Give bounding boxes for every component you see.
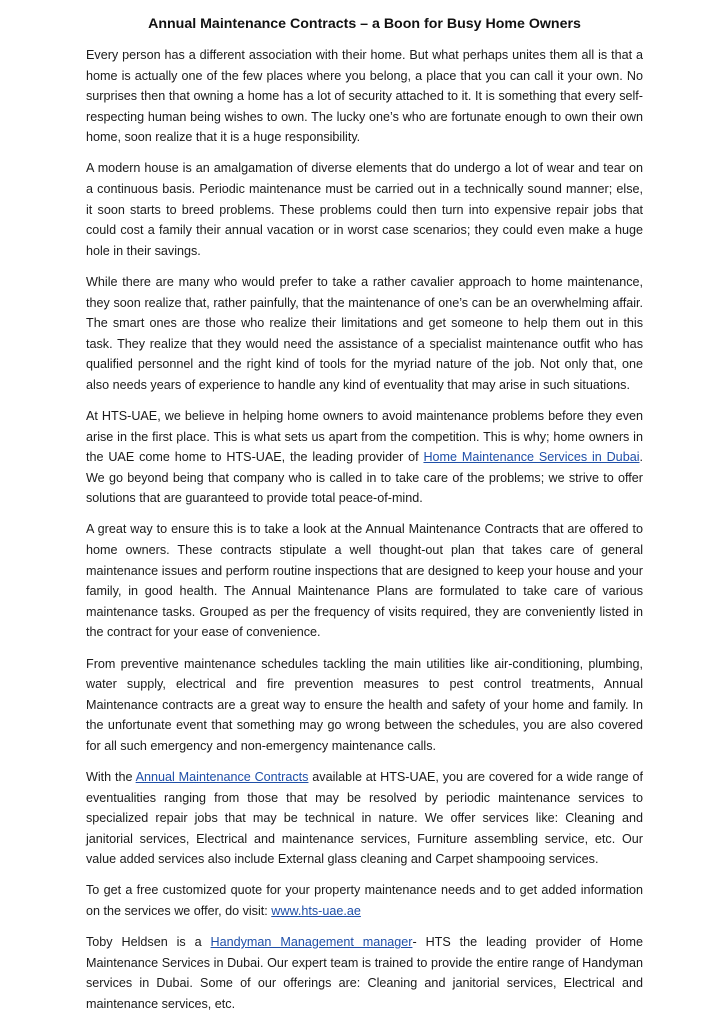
paragraph-7 xyxy=(86,767,643,870)
annual-maintenance-contracts-link[interactable]: Annual Maintenance Contracts xyxy=(135,770,309,784)
document-page xyxy=(86,14,643,1025)
paragraph-7-text-after: available at HTS-UAE, you are covered for a wide range of eventualities ranging from those that may be resolved by periodic maintenance services to specialized repair jobs that may be technical in nature. We offer services like: Cleaning and janitorial services, Electrical and maintenance services, Furniture assembling service, etc. Our value added services also include External glass cleaning and Carpet shampooing services. xyxy=(86,770,643,867)
paragraph-7-text-before: With the xyxy=(86,770,136,784)
paragraph-3: While there are many who would prefer to take a rather cavalier approach to home maintenance, they soon realize that, rather painfully, that the maintenance of one’s can be an overwhelming affair. The smart ones are those who realize their limitations and get someone to help them out in this task. They realize that they would need the assistance of a specialist maintenance outfit who has qualified personnel and the right kind of tools for the myriad nature of the job. Not only that, one also needs years of experience to handle any kind of eventuality that may arise in such situations. xyxy=(86,274,643,392)
paragraph-4 xyxy=(86,406,643,509)
website-link[interactable]: www.hts-uae.ae xyxy=(271,904,361,919)
paragraph-5: A great way to ensure this is to take a look at the Annual Maintenance Contracts that are offered to home owners. These contracts stipulate a well thought-out plan that takes care of general maintenance issues and perform routine inspections that are designed to keep your house and your family, in good health. The Annual Maintenance Plans are formulated to take care of various maintenance tasks. Grouped as per the frequency of visits required, they are conveniently listed in the contract for your ease of convenience. xyxy=(86,522,643,640)
paragraph-6: From preventive maintenance schedules tackling the main utilities like air-conditioning, plumbing, water supply, electrical and fire prevention measures to pest control treatments, Annual Maintenance contracts are a great way to ensure the health and safety of your home and family. In the unfortunate event that something may go wrong between the schedules, you are also covered for all such emergency and non-emergency maintenance calls. xyxy=(86,656,643,753)
document-title: Annual Maintenance Contracts – a Boon for Busy Home Owners xyxy=(148,16,581,32)
paragraph-9 xyxy=(86,932,643,1014)
paragraph-4-text-before: At HTS-UAE, we believe in helping home owners to avoid maintenance problems before they even arise in the first place. This is what sets us apart from the competition. This is why; home owners in the UAE come home to HTS-UAE, the leading provider of xyxy=(86,409,643,465)
paragraph-4-text-after: . We go beyond being that company who is called in to take care of the problems; we strive to offer solutions that are guaranteed to provide total peace-of-mind. xyxy=(86,450,643,506)
paragraph-8 xyxy=(86,880,643,921)
handyman-management-link[interactable]: Handyman Management manager xyxy=(210,935,413,950)
paragraph-2: A modern house is an amalgamation of diverse elements that do undergo a lot of wear and tear on a continuous basis. Periodic maintenance must be carried out in a technically sound manner; else, it soon starts to breed problems. These problems could then turn into expensive repair jobs that could cost a family their annual vacation or in worst case scenarios; they could even make a huge hole in their savings. xyxy=(86,161,643,258)
paragraph-9-text-after: - HTS the leading provider of Home Maintenance Services in Dubai. Our expert team is trained to provide the entire range of Handyman services in Dubai. Some of our offerings are: Cleaning and janitorial services, Electrical and maintenance services, etc. xyxy=(86,935,643,1011)
paragraph-9-text-before: Toby Heldsen is a xyxy=(86,935,211,950)
paragraph-8-text-before: To get a free customized quote for your property maintenance needs and to get added information on the services we offer, do visit: xyxy=(86,883,643,919)
paragraph-1: Every person has a different association with their home. But what perhaps unites them all is that a home is actually one of the few places where you belong, a place that you can call it your own. No surprises then that owning a home has a lot of security attached to it. It is something that every self-respecting human being wishes to own. The lucky one’s who are fortunate enough to own their own home, soon realize that it is a huge responsibility. xyxy=(86,48,643,145)
home-maintenance-services-link[interactable]: Home Maintenance Services in Dubai xyxy=(423,450,640,465)
